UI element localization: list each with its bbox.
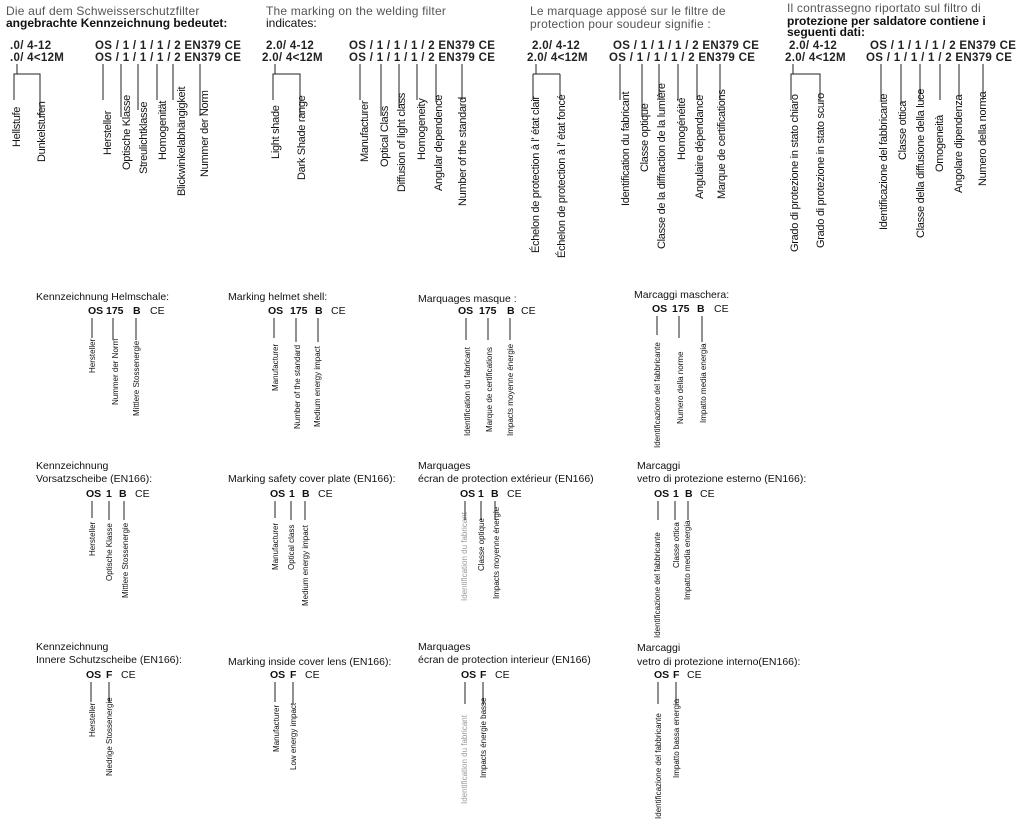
fr-inner-code-ce: CE — [495, 669, 510, 681]
de-shade2: .0/ 4<12M — [10, 52, 65, 64]
en-helmet-label-standard: Number of the standard — [293, 344, 302, 429]
header-de-line1: Die auf dem Schweisserschutzfilter — [6, 4, 200, 18]
it-label-standard: Numero della norma — [977, 91, 989, 186]
fr-helmet-label-energy: Impacts moyenne énergie — [506, 343, 515, 436]
it-helmet-label-standard: Numero della norme — [676, 351, 685, 424]
de-label-optical-class: Optische Klasse — [121, 95, 133, 170]
de-inner-label-manufacturer: Hersteller — [88, 702, 97, 737]
en-outer-label-energy: Medium energy impact — [301, 525, 310, 606]
it-shade1: 2.0/ 4-12 — [789, 40, 838, 52]
de-helmet-label-standard: Nummer der Norm — [111, 338, 120, 405]
de-helmet-code-b: B — [133, 305, 141, 317]
fr-helmet-label-certification: Marque de certifications — [485, 347, 494, 432]
it-outer-title1: Marcaggi — [637, 460, 681, 472]
header-fr-line2: protection pour soudeur signifie : — [530, 17, 711, 31]
en-label-diffusion: Diffusion of light class — [396, 93, 408, 192]
de-label-angular: Blickwinkelabhängigkeit — [176, 86, 188, 196]
fr-label-diffusion: Classe de la diffraction de la lumière — [656, 83, 668, 249]
en-outer-label-manufacturer: Manufacturer — [271, 522, 280, 570]
de-label-diffusion: Streulichtklasse — [138, 101, 150, 174]
fr-inner-label-manufacturer: Identification du fabricant — [460, 715, 469, 804]
it-inner-title1: Marcaggi — [637, 642, 681, 654]
en-helmet-code-ce: CE — [331, 305, 346, 317]
de-outer-code-b: B — [119, 488, 127, 500]
en-helmet-code-b: B — [315, 305, 323, 317]
it-helmet-code-175: 175 — [672, 303, 690, 315]
de-label-dark-shade: Dunkelstufen — [36, 101, 48, 162]
en-label-manufacturer: Manufacturer — [359, 100, 371, 162]
de-outer-title2: Vorsatzscheibe (EN166): — [36, 473, 153, 485]
it-outer-label-manufacturer: Identificazione del fabbricante — [653, 532, 662, 638]
it-outer-code-ce: CE — [700, 488, 715, 500]
fr-label-angular: Angulaire dépendance — [694, 94, 706, 199]
fr-outer-title2: écran de protection extérieur (EN166) — [418, 473, 594, 485]
en-label-light-shade: Light shade — [270, 105, 282, 159]
de-shade1: .0/ 4-12 — [10, 40, 52, 52]
de-inner-title2: Innere Schutzscheibe (EN166): — [36, 654, 182, 666]
en-outer-code-ce: CE — [318, 488, 333, 500]
it-inner-label-energy: Impatto bassa energia — [672, 698, 681, 778]
it-label-optical-class: Classe ottica — [897, 100, 909, 160]
fr-helmet-code-b: B — [507, 305, 515, 317]
en-helmet-label-energy: Medium energy impact — [313, 346, 322, 427]
en-shade2: 2.0/ 4<12M — [262, 52, 323, 64]
it-code1: OS / 1 / 1 / 1 / 2 EN379 CE — [870, 40, 1017, 52]
fr-label-light-shade: Échelon de protection à l' état clair — [530, 96, 542, 253]
fr-shade2: 2.0/ 4<12M — [527, 52, 588, 64]
it-helmet-code-os: OS — [652, 303, 668, 315]
fr-inner-code-f: F — [480, 669, 487, 681]
fr-helmet-code-os: OS — [458, 305, 474, 317]
fr-helmet-title: Marquages masque : — [418, 293, 517, 305]
en-outer-code-os: OS — [270, 488, 286, 500]
en-inner-label-manufacturer: Manufacturer — [272, 704, 281, 752]
de-label-light-shade: Hellstufe — [11, 106, 23, 147]
de-outer-label-energy: Mittlere Stossenergie — [121, 522, 130, 598]
fr-outer-title1: Marquages — [418, 460, 471, 472]
de-inner-code-ce: CE — [121, 669, 136, 681]
en-inner-code-f: F — [290, 669, 297, 681]
it-label-angular: Angolare dipendenza — [953, 94, 965, 193]
en-code1: OS / 1 / 1 / 1 / 2 EN379 CE — [349, 40, 496, 52]
it-inner-code-os: OS — [654, 669, 670, 681]
en-label-homogeneity: Homogeneity — [416, 98, 428, 160]
de-outer-code-ce: CE — [135, 488, 150, 500]
en-outer-code-1: 1 — [289, 488, 295, 500]
fr-inner-code-os: OS — [461, 669, 477, 681]
fr-code1: OS / 1 / 1 / 1 / 2 EN379 CE — [613, 40, 760, 52]
it-helmet-code-ce: CE — [714, 303, 729, 315]
de-inner-code-os: OS — [86, 669, 102, 681]
it-outer-code-os: OS — [654, 488, 670, 500]
it-shade2: 2.0/ 4<12M — [785, 52, 846, 64]
it-inner-title2: vetro di protezione interno(EN166): — [637, 656, 801, 668]
en-code2: OS / 1 / 1 / 1 / 2 EN379 CE — [349, 52, 496, 64]
it-label-manufacturer: Identificazione del fabbricante — [878, 93, 890, 230]
de-label-standard: Nummer der Norm — [199, 90, 211, 177]
it-helmet-title: Marcaggi maschera: — [634, 289, 730, 301]
it-outer-title2: vetro di protezione esterno (EN166): — [637, 473, 807, 485]
en-outer-code-b: B — [302, 488, 310, 500]
fr-shade1: 2.0/ 4-12 — [532, 40, 581, 52]
it-label-diffusion: Classe della diffusione della luce — [915, 88, 927, 238]
de-helmet-label-manufacturer: Hersteller — [88, 338, 97, 373]
it-code2: OS / 1 / 1 / 1 / 2 EN379 CE — [866, 52, 1013, 64]
en-label-angular: Angular dependence — [433, 94, 445, 191]
de-inner-title1: Kennzeichnung — [36, 641, 109, 653]
en-label-standard: Number of the standard — [457, 97, 469, 206]
it-label-dark-shade: Grado di protezione in stato scuro — [815, 93, 827, 248]
it-inner-label-manufacturer: Identificazione del fabbricante — [654, 713, 663, 819]
en-helmet-title: Marking helmet shell: — [228, 291, 328, 303]
en-inner-title2: Marking inside cover lens (EN166): — [228, 656, 392, 668]
fr-helmet-code-ce: CE — [521, 305, 536, 317]
it-outer-label-energy: Impatto media energia — [683, 520, 692, 600]
fr-inner-title1: Marquages — [418, 641, 471, 653]
it-helmet-label-energy: Impatto media energia — [699, 343, 708, 423]
de-inner-code-f: F — [106, 669, 113, 681]
de-outer-code-os: OS — [86, 488, 102, 500]
header-it-line2: protezione per saldatore contiene i — [787, 14, 986, 28]
de-label-homogeneity: Homogenität — [157, 100, 169, 160]
de-outer-title1: Kennzeichnung — [36, 460, 109, 472]
de-inner-label-energy: Niedrige Stossenergie — [105, 697, 114, 776]
it-inner-code-f: F — [673, 669, 680, 681]
de-code1: OS / 1 / 1 / 1 / 2 EN379 CE — [95, 40, 242, 52]
it-outer-label-optical: Classe ottica — [672, 522, 681, 568]
de-outer-code-1: 1 — [106, 488, 112, 500]
en-shade1: 2.0/ 4-12 — [266, 40, 315, 52]
header-it-line3: seguenti dati: — [787, 25, 866, 39]
de-label-manufacturer: Hersteller — [102, 110, 114, 155]
en-outer-label-optical: Optical class — [287, 524, 296, 570]
fr-label-homogeneity: Homogénéité — [676, 97, 688, 160]
en-helmet-label-manufacturer: Manufacturer — [271, 343, 280, 391]
de-code2: OS / 1 / 1 / 1 / 2 EN379 CE — [95, 52, 242, 64]
it-label-light-shade: Grado di protezione in stato chiaro — [789, 94, 801, 252]
header-de-line2: angebrachte Kennzeichnung bedeutet: — [6, 16, 228, 30]
fr-helmet-label-manufacturer: Identification du fabricant — [463, 347, 472, 436]
header-en-line1: The marking on the welding filter — [266, 4, 447, 18]
en-inner-code-os: OS — [270, 669, 286, 681]
de-helmet-code-175: 175 — [106, 305, 124, 317]
fr-outer-label-optical: Classe optique — [477, 518, 486, 571]
fr-inner-label-energy: Impacts énergie basse — [479, 697, 488, 778]
en-outer-title2: Marking safety cover plate (EN166): — [228, 473, 396, 485]
it-label-homogeneity: Omogeneità — [934, 115, 946, 172]
header-it-line1: Il contrassegno riportato sul filtro di — [787, 1, 981, 15]
fr-label-certification: Marque de certifications — [716, 89, 728, 199]
fr-outer-code-b: B — [491, 488, 499, 500]
fr-label-dark-shade: Échelon de protection à l' état foncé — [556, 94, 568, 258]
it-inner-code-ce: CE — [687, 669, 702, 681]
fr-outer-label-energy: Impacts moyenne énergie — [492, 506, 501, 599]
it-outer-code-b: B — [685, 488, 693, 500]
header-en-line2: indicates: — [266, 16, 317, 30]
de-helmet-title: Kennzeichnung Helmschale: — [36, 291, 170, 303]
it-helmet-label-manufacturer: Identificazione del fabbricante — [653, 342, 662, 448]
fr-helmet-code-175: 175 — [479, 305, 497, 317]
de-helmet-label-energy: Mittlere Stossenergie — [132, 340, 141, 416]
de-outer-label-manufacturer: Hersteller — [88, 521, 97, 556]
de-helmet-code-ce: CE — [150, 305, 165, 317]
fr-inner-title2: écran de protection interieur (EN166) — [418, 654, 591, 666]
header-fr-line1: Le marquage apposé sur le filtre de — [530, 4, 726, 18]
en-label-optical-class: Optical Class — [379, 106, 391, 167]
en-inner-code-ce: CE — [305, 669, 320, 681]
fr-outer-code-1: 1 — [478, 488, 484, 500]
de-outer-label-optical: Optische Klasse — [105, 523, 114, 581]
en-label-dark-shade: Dark Shade range — [296, 95, 308, 180]
fr-outer-code-ce: CE — [507, 488, 522, 500]
fr-label-optical-class: Classe optique — [639, 103, 651, 172]
fr-label-manufacturer: Identification du fabricant — [620, 91, 632, 206]
it-helmet-code-b: B — [697, 303, 705, 315]
fr-outer-code-os: OS — [460, 488, 476, 500]
fr-code2: OS / 1 / 1 / 1 / 2 EN379 CE — [609, 52, 756, 64]
fr-outer-label-manufacturer: Identification du fabricant — [460, 512, 469, 601]
en-helmet-code-os: OS — [268, 305, 284, 317]
en-helmet-code-175: 175 — [290, 305, 308, 317]
de-helmet-code-os: OS — [88, 305, 104, 317]
it-outer-code-1: 1 — [673, 488, 679, 500]
en-inner-label-energy: Low energy impact — [289, 702, 298, 770]
